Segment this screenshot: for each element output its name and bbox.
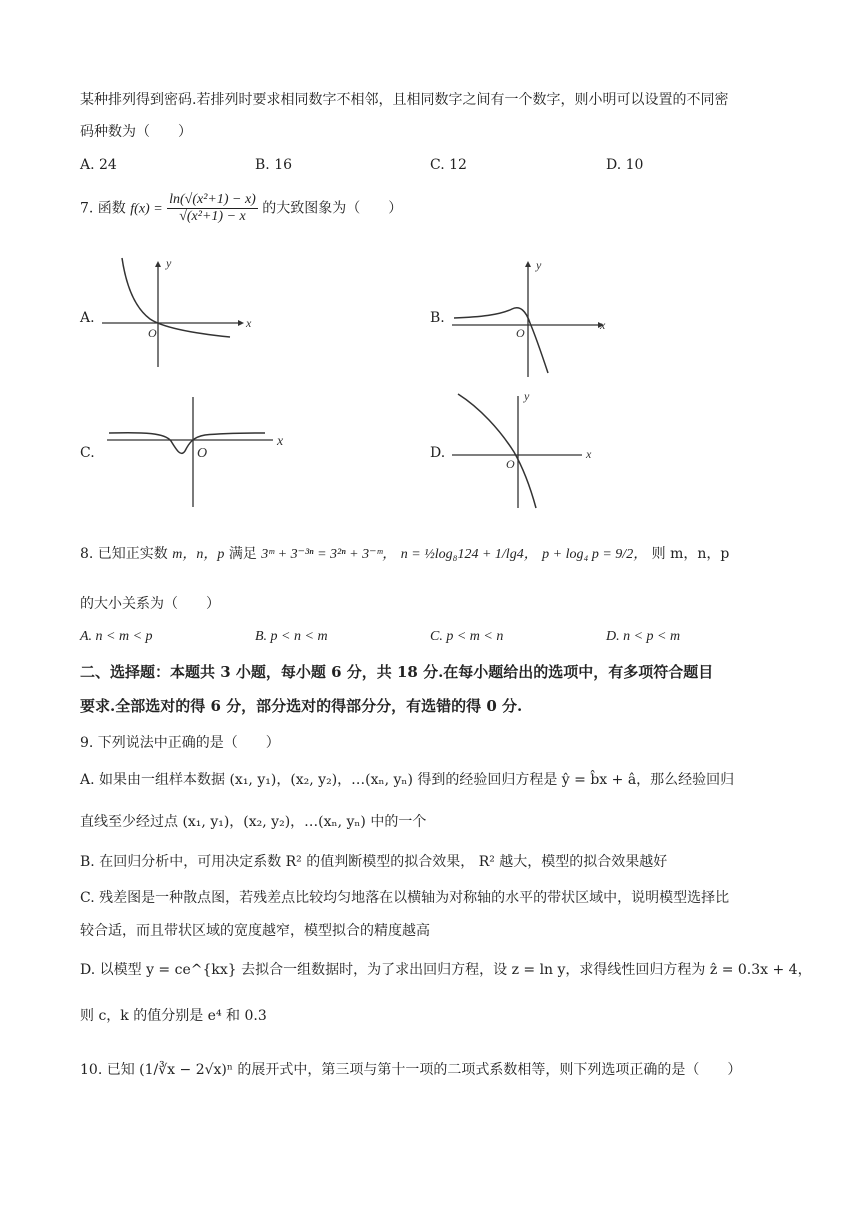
q6-option-c: C. 12 xyxy=(430,157,467,173)
q7-numerator: ln(√(x²+1) − x) xyxy=(169,192,256,207)
q8-option-b: B. p < n < m xyxy=(255,629,328,644)
q7-label-a: A. xyxy=(80,310,95,326)
section2-line1: 二、选择题：本题共 3 小题，每小题 6 分，共 18 分.在每小题给出的选项中，有多项符合题目 xyxy=(80,663,714,681)
section2-line2: 要求.全部选对的得 6 分，部分选对的得部分分，有选错的得 0 分. xyxy=(80,697,523,715)
graph-b-y-label: y xyxy=(536,258,542,272)
graph-c-x-label: x xyxy=(277,434,284,449)
q7-stem xyxy=(80,192,402,225)
q7-denominator: √(x²+1) − x xyxy=(179,209,246,224)
q6-line1: 某种排列得到密码.若排列时要求相同数字不相邻，且相同数字之间有一个数字，则小明可以设置的不同密 xyxy=(80,92,729,108)
graph-d-x-label: x xyxy=(586,447,592,461)
graph-d-y-label: y xyxy=(524,389,530,403)
q8-eq1: 3ᵐ + 3⁻³ⁿ = 3²ⁿ + 3⁻ᵐ， xyxy=(261,547,397,562)
q9-option-b: B. 在回归分析中，可用决定系数 R² 的值判断模型的拟合效果， R² 越大，模型的拟合效果越好 xyxy=(80,854,668,870)
q8-option-c: C. p < m < n xyxy=(430,629,504,644)
q8-suffix: 则 m，n，p xyxy=(651,546,730,562)
graph-c-origin: O xyxy=(197,446,208,461)
q8-option-d: D. n < p < m xyxy=(606,629,681,644)
q9-option-a-line2: 直线至少经过点 (x₁, y₁)，(x₂, y₂)，…(xₙ, yₙ) 中的一个 xyxy=(80,814,427,830)
q7-graph-b xyxy=(450,255,615,380)
q6-option-b: B. 16 xyxy=(255,157,293,173)
q7-suffix: 的大致图象为（ ） xyxy=(262,200,403,217)
graph-b-x-label: x xyxy=(600,318,606,332)
q9-option-c-line1: C. 残差图是一种散点图，若残差点比较均匀地落在以横轴为对称轴的水平的带状区域中，说明模型选择比 xyxy=(80,890,730,906)
q8-cond-lead: 满足 xyxy=(228,546,257,562)
q7-graph-a xyxy=(100,255,250,370)
q6-option-d: D. 10 xyxy=(606,157,644,173)
q8-prefix: 8. 已知正实数 xyxy=(80,546,168,562)
q7-label-d: D. xyxy=(430,445,446,461)
q7-graph-d xyxy=(450,390,610,510)
q6-option-a: A. 24 xyxy=(80,157,117,173)
q7-label-b: B. xyxy=(430,310,445,326)
graph-a-x-label: x xyxy=(246,316,252,330)
q9-stem: 9. 下列说法中正确的是（ ） xyxy=(80,735,280,751)
q9-option-c-line2: 较合适，而且带状区域的宽度越窄，模型拟合的精度越高 xyxy=(80,923,430,939)
q8-line1 xyxy=(80,544,729,565)
q8-eq3: p + log₄ p = 9/2， xyxy=(542,547,648,562)
q7-label-c: C. xyxy=(80,445,95,461)
q7-fx: f(x) = xyxy=(130,201,163,217)
q8-vars: m，n，p xyxy=(172,547,225,562)
q8-line2: 的大小关系为（ ） xyxy=(80,596,220,612)
q7-graph-c xyxy=(105,395,295,510)
graph-a-y-label: y xyxy=(166,256,172,270)
q6-line2: 码种数为（ ） xyxy=(80,124,192,140)
q9-option-d-line2: 则 c，k 的值分别是 e⁴ 和 0.3 xyxy=(80,1008,267,1024)
q7-fraction xyxy=(167,192,258,225)
q8-option-a: A. n < m < p xyxy=(80,629,153,644)
q9-option-d-line1: D. 以模型 y = ce^{kx} 去拟合一组数据时，为了求出回归方程，设 z = ln y，求得线性回归方程为 ẑ = 0.3x + 4， xyxy=(80,962,812,978)
graph-a-origin: O xyxy=(148,326,157,340)
graph-b-origin: O xyxy=(516,326,525,340)
q10-stem: 10. 已知 (1/∛x − 2√x)ⁿ 的展开式中，第三项与第十一项的二项式系数相等，则下列选项正确的是（ ） xyxy=(80,1062,742,1078)
q7-prefix: 7. 函数 xyxy=(80,200,126,217)
q9-option-a-line1: A. 如果由一组样本数据 (x₁, y₁)，(x₂, y₂)，…(xₙ, yₙ) 得到的经验回归方程是 ŷ = b̂x + â，那么经验回归 xyxy=(80,772,735,788)
graph-d-origin: O xyxy=(506,457,515,471)
q8-eq2: n = ½log₈124 + 1/lg4， xyxy=(400,547,538,562)
